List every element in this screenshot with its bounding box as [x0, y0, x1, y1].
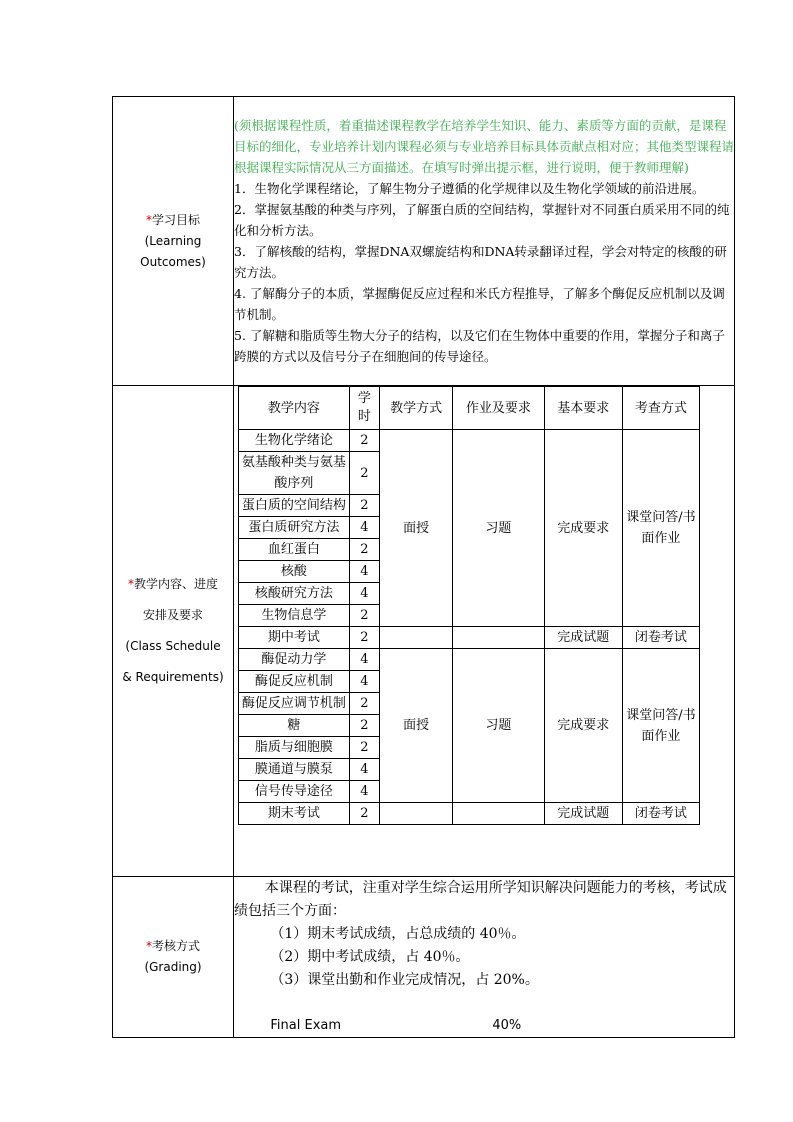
objective-2: 2．掌握氨基酸的种类与序列，了解蛋白质的空间结构，掌握针对不同蛋白质采用不同的纯化和分析方法。 [234, 202, 730, 238]
learning-outcomes-content [234, 97, 735, 386]
hours-cell: 2 [349, 715, 379, 737]
grading-label: *考核方式 (Grading) [113, 877, 234, 1038]
learning-outcomes-label: *学习目标 (Learning Outcomes) [113, 97, 234, 386]
topic-cell: 期中考试 [239, 627, 350, 649]
hours-cell: 2 [349, 693, 379, 715]
header-hours: 学时 [349, 387, 379, 430]
grading-item-2: （2）期中考试成绩，占 40％。 [270, 949, 470, 965]
topic-cell: 核酸研究方法 [239, 583, 350, 605]
objective-5: 5. 了解糖和脂质等生物大分子的结构，以及它们在生物体中重要的作用，掌握分子和离子跨膜的方式以及信号分子在细胞间的传导途径。 [234, 328, 725, 364]
required-mark: * [145, 939, 152, 953]
basic-cell: 完成要求 [544, 430, 622, 627]
header-assess: 考查方式 [622, 387, 699, 430]
topic-cell: 糖 [239, 715, 350, 737]
method-cell: 面授 [380, 649, 453, 803]
basic-cell: 完成试题 [544, 627, 622, 649]
schedule-row [113, 386, 735, 877]
objective-3: 3．了解核酸的结构，掌握DNA双螺旋结构和DNA转录翻译过程，学会对特定的核酸的研究方法。 [234, 244, 727, 280]
topic-cell: 蛋白质的空间结构 [239, 495, 350, 517]
topic-cell: 血红蛋白 [239, 539, 350, 561]
hours-cell: 2 [349, 430, 379, 452]
method-cell [380, 803, 453, 825]
schedule-content [234, 386, 735, 877]
header-basic: 基本要求 [544, 387, 622, 430]
header-method: 教学方式 [380, 387, 453, 430]
instruction-hint: (须根据课程性质，着重描述课程教学在培养学生知识、能力、素质等方面的贡献，是课程目标的细化，专业培养计划内课程必须与专业培养目标具体贡献点相对应；其他类型课程请根据课程实际情况从三方面描述。在填写时弹出提示框，进行说明，便于教师理解) [234, 118, 735, 175]
schedule-table [238, 386, 700, 825]
grading-content [234, 877, 735, 1038]
grading-item-3: （3）课堂出勤和作业完成情况，占 20%。 [270, 972, 539, 988]
basic-cell: 完成要求 [544, 649, 622, 803]
homework-cell [453, 627, 544, 649]
hours-cell: 4 [349, 759, 379, 781]
objective-1: 1．生物化学课程绪论，了解生物分子遵循的化学规律以及生物化学领域的前沿进展。 [234, 181, 705, 196]
hours-cell: 2 [349, 803, 379, 825]
hours-cell: 4 [349, 517, 379, 539]
basic-cell: 完成试题 [544, 803, 622, 825]
required-mark: * [145, 212, 152, 227]
learning-outcomes-row [113, 97, 735, 386]
topic-cell: 期末考试 [239, 803, 350, 825]
topic-cell: 蛋白质研究方法 [239, 517, 350, 539]
header-homework: 作业及要求 [453, 387, 544, 430]
method-cell [380, 627, 453, 649]
schedule-header-row [239, 387, 700, 430]
topic-cell: 酶促动力学 [239, 649, 350, 671]
required-mark: * [127, 577, 134, 591]
hours-cell: 2 [349, 452, 379, 495]
final-exam-label: Final Exam [270, 1018, 342, 1033]
hours-cell: 2 [349, 627, 379, 649]
topic-cell: 生物信息学 [239, 605, 350, 627]
assess-cell: 课堂问答/书面作业 [622, 649, 699, 803]
topic-cell: 生物化学绪论 [239, 430, 350, 452]
hours-cell: 2 [349, 495, 379, 517]
table-row [239, 430, 700, 452]
objective-4: 4. 了解酶分子的本质，掌握酶促反应过程和米氏方程推导，了解多个酶促反应机制以及调节机制。 [234, 286, 725, 322]
hours-cell: 4 [349, 583, 379, 605]
hours-cell: 4 [349, 781, 379, 803]
homework-cell: 习题 [453, 430, 544, 627]
hours-cell: 4 [349, 671, 379, 693]
method-cell: 面授 [380, 430, 453, 627]
assess-cell: 闭卷考试 [622, 803, 699, 825]
final-exam-row [234, 1014, 734, 1037]
final-row [239, 803, 700, 825]
midterm-row [239, 627, 700, 649]
topic-cell: 酶促反应调节机制 [239, 693, 350, 715]
assess-cell: 课堂问答/书面作业 [622, 430, 699, 627]
final-exam-percent: 40% [492, 1018, 522, 1033]
grading-item-1: （1）期末考试成绩，占总成绩的 40％。 [270, 926, 526, 942]
homework-cell [453, 803, 544, 825]
topic-cell: 核酸 [239, 561, 350, 583]
homework-cell: 习题 [453, 649, 544, 803]
topic-cell: 膜通道与膜泵 [239, 759, 350, 781]
syllabus-table [112, 96, 735, 1038]
header-topic: 教学内容 [239, 387, 350, 430]
topic-cell: 脂质与细胞膜 [239, 737, 350, 759]
assess-cell: 闭卷考试 [622, 627, 699, 649]
hours-cell: 2 [349, 539, 379, 561]
topic-cell: 信号传导途径 [239, 781, 350, 803]
grading-row [113, 877, 735, 1038]
grading-intro: 本课程的考试，注重对学生综合运用所学知识解决问题能力的考核，考试成绩包括三个方面： [234, 880, 727, 919]
topic-cell: 氨基酸种类与氨基酸序列 [239, 452, 350, 495]
hours-cell: 4 [349, 649, 379, 671]
schedule-label: *教学内容、进度 安排及要求 (Class Schedule & Requirements) [113, 386, 234, 877]
table-row [239, 649, 700, 671]
hours-cell: 2 [349, 737, 379, 759]
topic-cell: 酶促反应机制 [239, 671, 350, 693]
hours-cell: 4 [349, 561, 379, 583]
hours-cell: 2 [349, 605, 379, 627]
